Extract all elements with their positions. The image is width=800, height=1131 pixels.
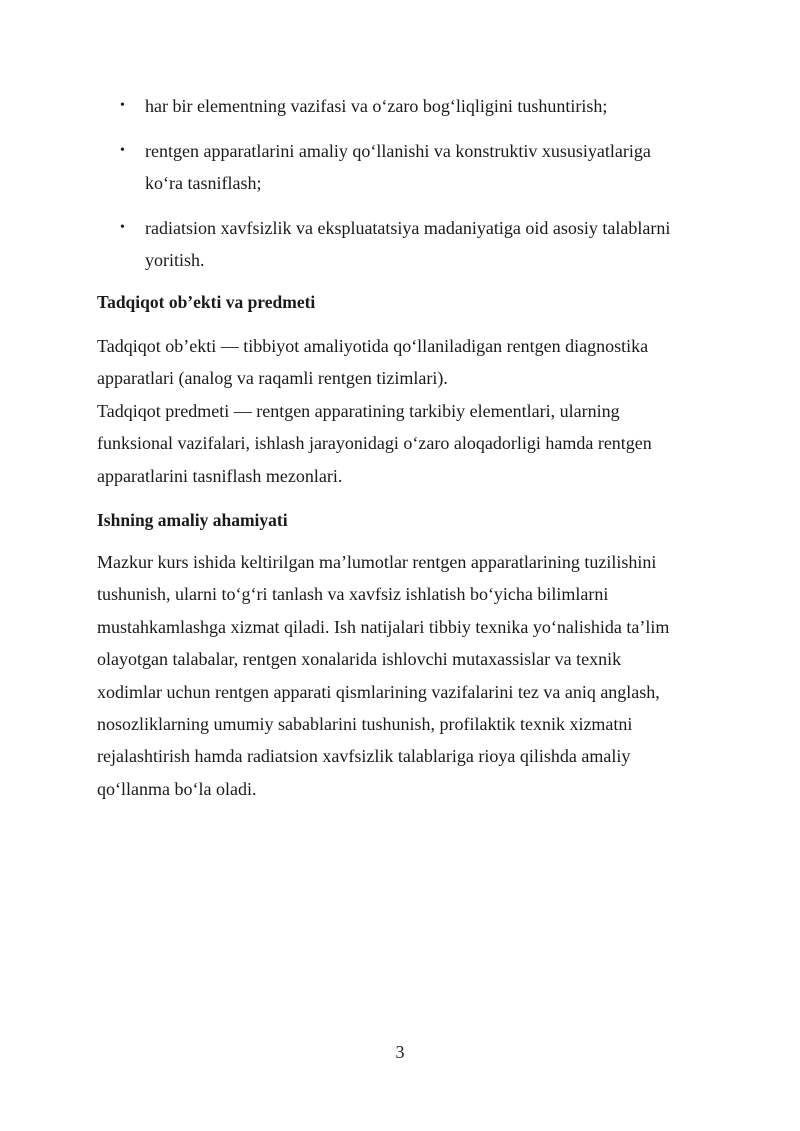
paragraph-line: rejalashtirish hamda radiatsion xavfsizlik talablariga rioya qilishda amaliy	[97, 746, 631, 767]
paragraph-line: Mazkur kurs ishida keltirilgan ma’lumotlar rentgen apparatlarining tuzilishini	[97, 552, 657, 572]
paragraph-line: nosozliklarning umumiy sabablarini tushunish, profilaktik texnik xizmatni	[97, 714, 633, 735]
bullet-icon: •	[120, 143, 125, 158]
objectives-list	[96, 90, 706, 289]
list-item-text: ko‘ra tasniflash;	[145, 173, 262, 193]
list-item	[96, 212, 706, 276]
list-item-text: yoritish.	[145, 250, 205, 270]
section-heading-practical: Ishning amaliy ahamiyati	[97, 510, 288, 530]
paragraph-line: funksional vazifalari, ishlash jarayonidagi o‘zaro aloqadorligi hamda rentgen	[97, 433, 652, 454]
paragraph-line: apparatlarini tasniflash mezonlari.	[97, 465, 343, 486]
paragraph-object-subject	[97, 330, 707, 492]
paragraph-line: xodimlar uchun rentgen apparati qismlarining vazifalarini tez va aniq anglash,	[97, 681, 660, 702]
section-heading-object: Tadqiqot ob’ekti va predmeti	[97, 292, 316, 312]
paragraph-line: qo‘llanma bo‘la oladi.	[97, 778, 257, 799]
paragraph-line: Tadqiqot ob’ekti — tibbiyot amaliyotida qo‘llaniladigan rentgen diagnostika	[97, 336, 649, 356]
list-item	[96, 90, 706, 122]
list-item-text: radiatsion xavfsizlik va ekspluatatsiya madaniyatiga oid asosiy talablarni	[145, 218, 671, 238]
list-item-text: har bir elementning vazifasi va o‘zaro bog‘liqligini tushuntirish;	[145, 96, 608, 116]
page-number: 3	[395, 1042, 405, 1062]
paragraph-line: olayotgan talabalar, rentgen xonalarida ishlovchi mutaxassislar va texnik	[97, 649, 622, 670]
bullet-icon: •	[120, 98, 125, 113]
list-item-text: rentgen apparatlarini amaliy qo‘llanishi va konstruktiv xususiyatlariga	[145, 141, 651, 161]
paragraph-line: Tadqiqot predmeti — rentgen apparatining tarkibiy elementlari, ularning	[97, 400, 620, 421]
paragraph-line: tushunish, ularni to‘g‘ri tanlash va xavfsiz ishlatish bo‘yicha bilimlarni	[97, 584, 609, 605]
paragraph-line: mustahkamlashga xizmat qiladi. Ish natijalari tibbiy texnika yo‘nalishida ta’lim	[97, 616, 670, 637]
bullet-icon: •	[120, 220, 125, 235]
paragraph-practical-significance	[97, 546, 707, 805]
paragraph-line: apparatlari (analog va raqamli rentgen tizimlari).	[97, 368, 448, 389]
list-item	[96, 135, 706, 199]
